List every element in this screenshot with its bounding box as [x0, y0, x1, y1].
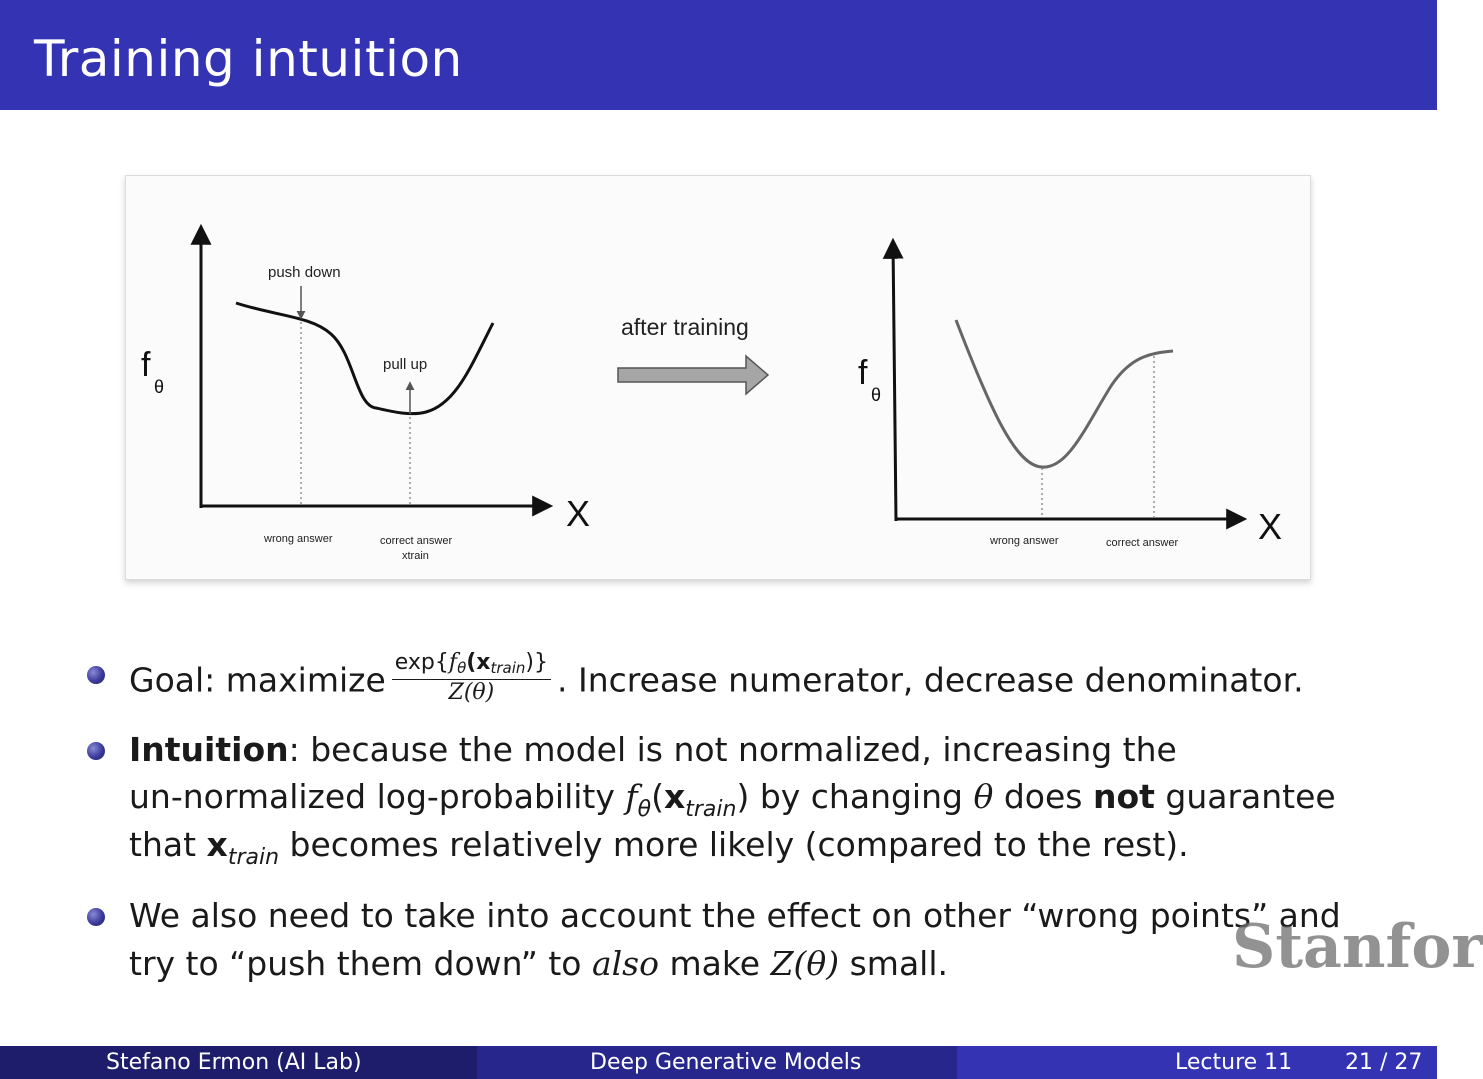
bullet-goal	[129, 650, 1304, 710]
goal-prefix: Goal: maximize	[129, 660, 386, 700]
footer-lecture: Lecture 11	[1175, 1050, 1293, 1075]
bullet-icon	[87, 666, 105, 684]
right-y-axis	[893, 242, 896, 521]
footer-author: Stefano Ermon (AI Lab)	[106, 1050, 362, 1075]
right-ylabel-sub: θ	[871, 385, 882, 405]
training-diagram	[126, 176, 1312, 581]
right-correct-label: correct answer	[1106, 537, 1179, 549]
goal-numerator: exp{fθ(xtrain)}	[392, 650, 551, 680]
left-xtrain-label: xtrain	[402, 550, 429, 562]
left-energy-curve	[236, 303, 493, 414]
right-xlabel: X	[1258, 506, 1283, 547]
big-arrow-shape	[618, 356, 768, 394]
goal-fraction	[392, 650, 551, 706]
goal-denominator: Z(θ)	[448, 680, 495, 705]
left-xlabel: X	[566, 493, 591, 534]
left-wrong-label: wrong answer	[264, 533, 333, 545]
left-correct-label: correct answer	[380, 535, 453, 547]
footer-course-section	[477, 1046, 957, 1079]
intuition-bold: Intuition	[129, 730, 289, 769]
footer-lecture-section	[957, 1046, 1437, 1079]
footer-page-number: 21 / 27	[1345, 1050, 1423, 1075]
right-plot	[858, 242, 1282, 549]
bullet-intuition-line1	[129, 730, 1177, 770]
title-bar	[0, 0, 1437, 110]
pull-up-label: pull up	[383, 356, 428, 373]
left-plot	[141, 228, 590, 562]
after-training-arrow	[618, 314, 768, 394]
goal-suffix: . Increase numerator, decrease denominator.	[557, 660, 1304, 700]
figure-panel	[125, 175, 1311, 580]
right-wrong-label: wrong answer	[990, 535, 1059, 547]
footer-author-section	[0, 1046, 477, 1079]
bullet-wrong-line2: try to “push them down” to also make Z(θ) small.	[129, 944, 948, 983]
bullet-intuition-line2: un-normalized log-probability $f_\theta(x_{train})$ by changing θ does not guarantee	[129, 777, 1336, 822]
footer-bar	[0, 1046, 1437, 1079]
bullet-wrong-line1: We also need to take into account the effect on other “wrong points” and	[129, 896, 1341, 935]
push-down-label: push down	[268, 264, 341, 281]
footer-course: Deep Generative Models	[590, 1050, 862, 1075]
stanford-watermark: Stanfor	[1232, 912, 1483, 982]
slide-title: Training intuition	[34, 30, 463, 88]
bullet-icon	[87, 908, 105, 926]
right-ylabel: f	[858, 354, 868, 392]
left-ylabel: f	[141, 346, 151, 384]
bullet-intuition-line3: that $x_{train}$ becomes relatively more likely (compared to the rest).	[129, 825, 1189, 870]
left-ylabel-sub: θ	[154, 377, 165, 397]
right-energy-curve	[956, 320, 1173, 467]
after-training-label: after training	[621, 314, 749, 340]
intuition-line1-text: : because the model is not normalized, increasing the	[288, 730, 1177, 769]
bullet-icon	[87, 742, 105, 760]
